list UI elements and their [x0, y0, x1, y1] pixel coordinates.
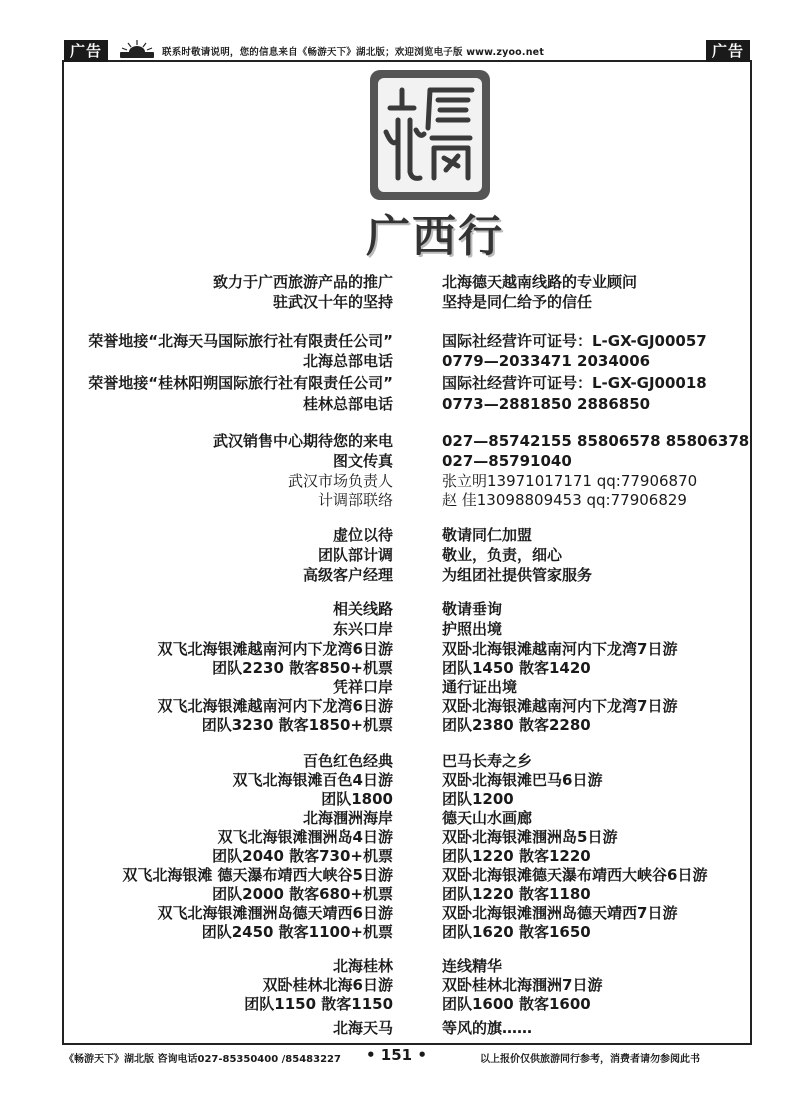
row-right: 赵 佳13098809453 qq:77906829	[442, 491, 687, 509]
recruit-row-2	[64, 545, 750, 565]
row-right: 团队2380 散客2280	[442, 716, 591, 734]
route-row	[64, 827, 750, 847]
row-right: 德天山水画廊	[442, 809, 533, 827]
row-right: 0779—2033471 2034006	[442, 352, 651, 370]
row-left: 北海天马	[332, 1019, 393, 1037]
seal-logo	[368, 68, 492, 202]
row-left: 团队2040 散客730+机票	[212, 847, 393, 865]
intro-row-2	[64, 292, 750, 312]
row-left: 荣誉地接“北海天马国际旅行社有限责任公司”	[88, 332, 393, 350]
row-left: 团队2000 散客680+机票	[212, 885, 393, 903]
right-border	[750, 60, 752, 1045]
recruit-row-3	[64, 565, 750, 585]
route-row	[64, 975, 750, 995]
row-left: 桂林总部电话	[302, 395, 393, 413]
route-row	[64, 658, 750, 678]
route-row	[64, 639, 750, 659]
page-number: • 151 •	[366, 1046, 427, 1064]
row-left: 双飞北海银滩涠洲岛德天靖西6日游	[157, 904, 393, 922]
row-left: 凭祥口岸	[332, 678, 393, 696]
row-right: 027—85791040	[442, 452, 572, 470]
row-right: 双卧北海银滩巴马6日游	[442, 771, 603, 789]
row-left: 武汉市场负责人	[287, 472, 393, 490]
row-right: 为组团社提供管家服务	[442, 566, 593, 584]
route-row	[64, 751, 750, 771]
row-right: 团队1220 散客1180	[442, 885, 591, 903]
row-right: 双卧北海银滩越南河内下龙湾7日游	[442, 640, 678, 658]
row-right: 团队1220 散客1220	[442, 847, 591, 865]
row-left: 双飞北海银滩 德天瀑布靖西大峡谷5日游	[122, 866, 393, 884]
contact-row-4	[64, 490, 750, 510]
row-right: 双卧北海银滩涠洲岛5日游	[442, 828, 618, 846]
row-left: 北海涠洲海岸	[302, 809, 393, 827]
row-right: 北海德天越南线路的专业顾问	[442, 273, 638, 291]
route-row	[64, 884, 750, 904]
row-left: 团队部计调	[317, 546, 393, 564]
contact-row-3	[64, 471, 750, 491]
row-right: 敬请垂询	[442, 600, 503, 618]
row-left: 荣誉地接“桂林阳朔国际旅行社有限责任公司”	[88, 374, 393, 392]
row-right: 团队1450 散客1420	[442, 659, 591, 677]
row-right: 张立明13971017171 qq:77906870	[442, 472, 698, 490]
row-right: 双卧北海银滩越南河内下龙湾7日游	[442, 697, 678, 715]
row-left: 双飞北海银滩百色4日游	[232, 771, 393, 789]
footer-disclaimer: 以上报价仅供旅游同行参考，消费者请勿参阅此书	[480, 1054, 700, 1065]
row-right: 巴马长寿之乡	[442, 752, 533, 770]
row-left: 双飞北海银滩越南河内下龙湾6日游	[157, 640, 393, 658]
row-left: 虚位以待	[332, 526, 393, 544]
route-row	[64, 715, 750, 735]
row-right: 国际社经营许可证号：L-GX-GJ00018	[442, 374, 707, 392]
row-left: 团队1150 散客1150	[244, 995, 393, 1013]
route-heading-row	[64, 599, 750, 619]
route-row	[64, 619, 750, 639]
row-right: 双卧北海银滩涠洲岛德天靖西7日游	[442, 904, 678, 922]
contact-row-1	[64, 431, 750, 451]
partner-row-3	[64, 373, 750, 393]
row-left: 图文传真	[332, 452, 393, 470]
route-row	[64, 865, 750, 885]
row-right: 0773—2881850 2886850	[442, 395, 651, 413]
row-left: 双飞北海银滩越南河内下龙湾6日游	[157, 697, 393, 715]
route-row	[64, 994, 750, 1014]
row-left: 团队1800	[321, 790, 393, 808]
header-notice: 联系时敬请说明，您的信息来自《畅游天下》湖北版；欢迎浏览电子版 www.zyoo.net	[162, 47, 545, 58]
row-right: 027—85742155 85806578 85806378	[442, 432, 750, 450]
top-border	[62, 60, 752, 62]
closing-row	[64, 1018, 750, 1038]
row-left: 团队2230 散客850+机票	[212, 659, 393, 677]
intro-row-1	[64, 272, 750, 292]
partner-row-1	[64, 331, 750, 351]
row-right: 坚持是同仁给予的信任	[442, 293, 593, 311]
row-right: 团队1200	[442, 790, 514, 808]
partner-row-4	[64, 394, 750, 414]
brand-name: 广西行	[366, 211, 504, 262]
row-right: 敬业，负责，细心	[442, 546, 563, 564]
ad-tag-left: 广告	[64, 40, 108, 62]
row-left: 北海总部电话	[302, 352, 393, 370]
partner-row-2	[64, 351, 750, 371]
row-left: 双卧桂林北海6日游	[262, 976, 393, 994]
route-row	[64, 846, 750, 866]
route-row	[64, 770, 750, 790]
row-left: 驻武汉十年的坚持	[272, 293, 393, 311]
row-right: 团队1620 散客1650	[442, 923, 591, 941]
row-right: 等风的旗……	[442, 1019, 533, 1037]
route-row	[64, 696, 750, 716]
row-left: 团队3230 散客1850+机票	[201, 716, 393, 734]
row-left: 高级客户经理	[302, 566, 393, 584]
row-left: 东兴口岸	[332, 620, 393, 638]
route-row	[64, 789, 750, 809]
contact-row-2	[64, 451, 750, 471]
row-left: 计调部联络	[317, 491, 393, 509]
row-right: 通行证出境	[442, 678, 518, 696]
row-left: 致力于广西旅游产品的推广	[212, 273, 393, 291]
row-left: 团队2450 散客1100+机票	[201, 923, 393, 941]
row-left: 武汉销售中心期待您的来电	[212, 432, 393, 450]
row-right: 双卧北海银滩德天瀑布靖西大峡谷6日游	[442, 866, 708, 884]
footer-contact: 《畅游天下》湖北版 咨询电话027-85350400 /85483227	[64, 1054, 341, 1065]
row-left: 双飞北海银滩涠洲岛4日游	[217, 828, 393, 846]
row-right: 国际社经营许可证号：L-GX-GJ00057	[442, 332, 707, 350]
row-right: 连线精华	[442, 957, 503, 975]
row-left: 北海桂林	[332, 957, 393, 975]
row-right: 团队1600 散客1600	[442, 995, 591, 1013]
row-right: 敬请同仁加盟	[442, 526, 533, 544]
ad-tag-right: 广告	[706, 40, 750, 62]
route-row	[64, 903, 750, 923]
route-row	[64, 677, 750, 697]
row-right: 护照出境	[442, 620, 503, 638]
recruit-row-1	[64, 525, 750, 545]
row-left: 百色红色经典	[302, 752, 393, 770]
magazine-logo-icon	[116, 38, 158, 60]
route-row	[64, 808, 750, 828]
row-left: 相关线路	[332, 600, 393, 618]
route-row	[64, 922, 750, 942]
row-right: 双卧桂林北海涠洲7日游	[442, 976, 603, 994]
bottom-border	[62, 1043, 752, 1045]
route-row	[64, 956, 750, 976]
